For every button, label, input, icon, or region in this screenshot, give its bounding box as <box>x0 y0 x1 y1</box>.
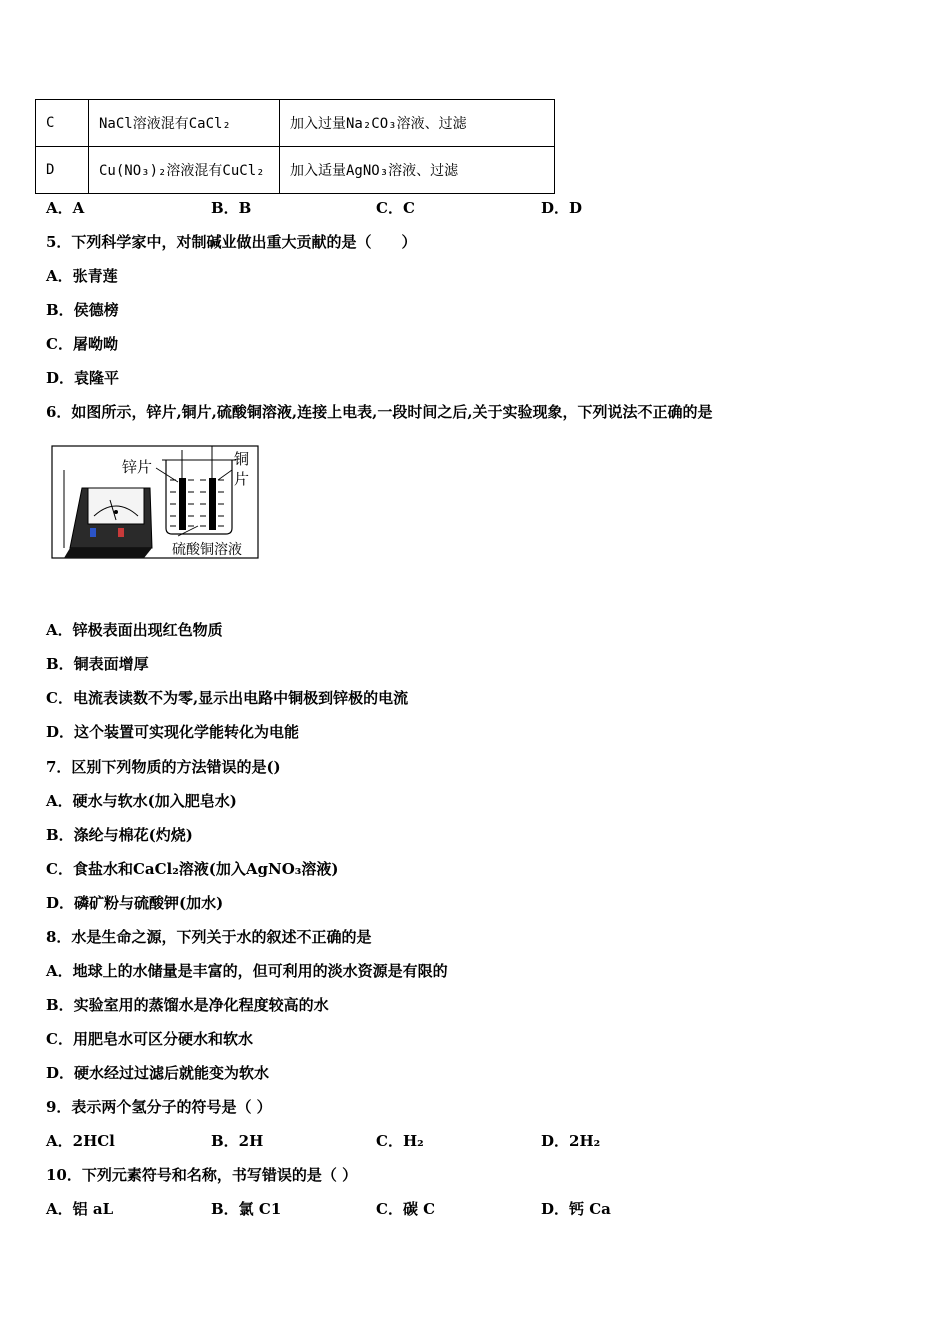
beaker <box>166 460 232 534</box>
q6-stem: 6．如图所示，锌片,铜片,硫酸铜溶液,连接上电表,一段时间之后,关于实验现象，下列说法不正确的是 <box>46 403 713 421</box>
meter-base <box>64 548 152 558</box>
terminal-negative <box>90 528 96 537</box>
table-row <box>36 147 555 194</box>
table-cell-option: C <box>36 100 89 147</box>
meter-center <box>114 510 118 514</box>
q4-option-a: A．A <box>46 199 85 217</box>
terminal-positive <box>118 528 124 537</box>
q10-stem: 10．下列元素符号和名称，书写错误的是（ ） <box>46 1166 358 1184</box>
q10-option-d: D．钙 Ca <box>541 1200 611 1218</box>
q4-option-c: C．C <box>376 199 415 217</box>
table-row <box>36 100 555 147</box>
table-cell-method: 加入适量AgNO₃溶液、过滤 <box>280 147 555 194</box>
q9-stem: 9．表示两个氢分子的符号是（ ） <box>46 1098 272 1116</box>
q8-option-b: B．实验室用的蒸馏水是净化程度较高的水 <box>46 996 329 1014</box>
q9-option-b: B．2H <box>211 1132 264 1150</box>
q7-option-a: A．硬水与软水(加入肥皂水) <box>46 792 237 810</box>
table-cell-mixture: NaCl溶液混有CaCl₂ <box>89 100 280 147</box>
q8-option-a: A．地球上的水储量是丰富的，但可利用的淡水资源是有限的 <box>46 962 448 980</box>
q8-stem: 8．水是生命之源，下列关于水的叙述不正确的是 <box>46 928 372 946</box>
q5-option-a: A．张青莲 <box>46 267 118 285</box>
q5-option-c: C．屠呦呦 <box>46 335 118 353</box>
solution-label: 硫酸铜溶液 <box>172 542 242 558</box>
q8-option-d: D．硬水经过过滤后就能变为软水 <box>46 1064 270 1082</box>
q9-option-c: C．H₂ <box>376 1132 424 1150</box>
q5-option-d: D．袁隆平 <box>46 369 120 387</box>
zinc-leader <box>156 468 178 482</box>
q4-option-d: D．D <box>541 199 583 217</box>
q4-option-b: B．B <box>211 199 252 217</box>
table-cell-mixture: Cu(NO₃)₂溶液混有CuCl₂ <box>89 147 280 194</box>
copper-label-2: 片 <box>234 470 250 488</box>
galvanic-cell-figure <box>48 440 264 562</box>
table-cell-option: D <box>36 147 89 194</box>
reagent-table <box>35 99 555 194</box>
q10-option-b: B．氯 C1 <box>211 1200 282 1218</box>
q10-option-a: A．铝 aL <box>46 1200 114 1218</box>
zinc-electrode <box>179 478 186 530</box>
zinc-label: 锌片 <box>122 458 153 476</box>
q9-option-d: D．2H₂ <box>541 1132 601 1150</box>
q9-option-a: A．2HCl <box>46 1132 115 1150</box>
table-cell-method: 加入过量Na₂CO₃溶液、过滤 <box>280 100 555 147</box>
q7-option-c: C．食盐水和CaCl₂溶液(加入AgNO₃溶液) <box>46 860 339 878</box>
q7-option-b: B．涤纶与棉花(灼烧) <box>46 826 193 844</box>
copper-electrode <box>209 478 216 530</box>
q7-stem: 7．区别下列物质的方法错误的是() <box>46 758 281 776</box>
copper-label-1: 铜 <box>234 450 250 468</box>
q6-option-a: A．锌极表面出现红色物质 <box>46 621 223 639</box>
q10-option-c: C．碳 C <box>376 1200 436 1218</box>
copper-leader <box>218 470 232 480</box>
q6-option-b: B．铜表面增厚 <box>46 655 149 673</box>
q5-stem: 5．下列科学家中，对制碱业做出重大贡献的是（ ） <box>46 233 417 251</box>
q7-option-d: D．磷矿粉与硫酸钾(加水) <box>46 894 224 912</box>
q6-option-d: D．这个装置可实现化学能转化为电能 <box>46 723 300 741</box>
q6-option-c: C．电流表读数不为零,显示出电路中铜极到锌极的电流 <box>46 689 409 707</box>
q5-option-b: B．侯德榜 <box>46 301 119 319</box>
q8-option-c: C．用肥皂水可区分硬水和软水 <box>46 1030 253 1048</box>
